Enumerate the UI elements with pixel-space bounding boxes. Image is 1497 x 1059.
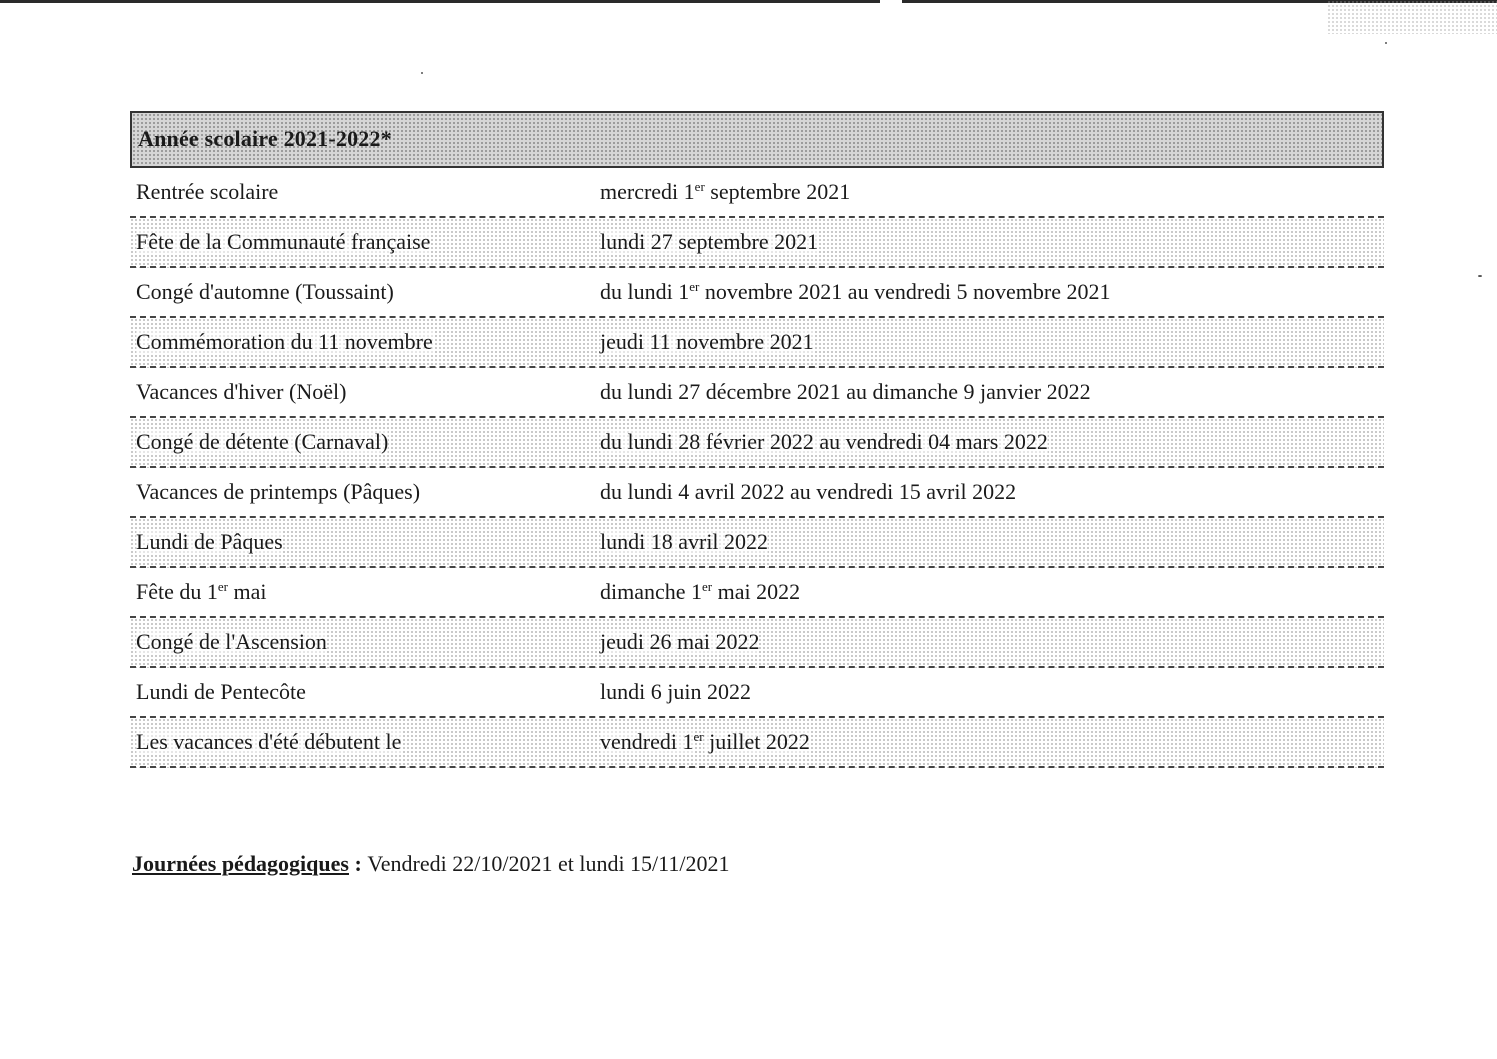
table-header [130,111,1384,168]
event-label: Fête de la Communauté française [136,229,431,254]
event-label: Vacances d'hiver (Noël) [136,379,347,404]
scan-top-border [0,0,1497,3]
pedagogical-days-separator: : [348,851,368,876]
table-row [130,468,1384,518]
table-row [130,268,1384,318]
event-date: lundi 27 septembre 2021 [600,229,819,254]
table-title: Année scolaire 2021-2022* [138,126,392,151]
event-date: du lundi 28 février 2022 au vendredi 04 mars 2022 [600,429,1048,454]
pedagogical-days-value: Vendredi 22/10/2021 et lundi 15/11/2021 [367,851,730,876]
event-label: Rentrée scolaire [136,179,279,204]
event-date: jeudi 26 mai 2022 [600,629,760,654]
table-row [130,168,1384,218]
event-date: du lundi 4 avril 2022 au vendredi 15 avril 2022 [600,479,1017,504]
event-label: Congé d'automne (Toussaint) [136,279,394,304]
table-row [130,418,1384,468]
scan-speck [1385,42,1387,44]
event-date: mercredi 1er septembre 2021 [600,179,851,204]
table-row [130,668,1384,718]
table-row [130,218,1384,268]
pedagogical-days-note [132,851,729,877]
event-date: dimanche 1er mai 2022 [600,579,801,604]
scan-top-border-gap [880,0,902,3]
event-date: jeudi 11 novembre 2021 [600,329,814,354]
event-label: Les vacances d'été débutent le [136,729,402,754]
table-row [130,618,1384,668]
scan-speck [421,72,423,74]
event-date: du lundi 27 décembre 2021 au dimanche 9 janvier 2022 [600,379,1091,404]
event-label: Lundi de Pentecôte [136,679,306,704]
event-label: Congé de l'Ascension [136,629,327,654]
event-date: du lundi 1er novembre 2021 au vendredi 5 novembre 2021 [600,279,1111,304]
table-row [130,368,1384,418]
scan-speck [1478,275,1482,277]
table-row [130,518,1384,568]
school-calendar-table [130,111,1384,768]
table-row [130,568,1384,618]
event-label: Lundi de Pâques [136,529,283,554]
event-date: lundi 18 avril 2022 [600,529,769,554]
event-label: Commémoration du 11 novembre [136,329,433,354]
event-date: vendredi 1er juillet 2022 [600,729,810,754]
table-row [130,318,1384,368]
event-label: Fête du 1er mai [136,579,267,604]
event-label: Congé de détente (Carnaval) [136,429,389,454]
event-label: Vacances de printemps (Pâques) [136,479,421,504]
pedagogical-days-label: Journées pédagogiques [132,851,349,876]
scan-noise-corner [1327,0,1497,34]
table-row [130,718,1384,768]
event-date: lundi 6 juin 2022 [600,679,751,704]
